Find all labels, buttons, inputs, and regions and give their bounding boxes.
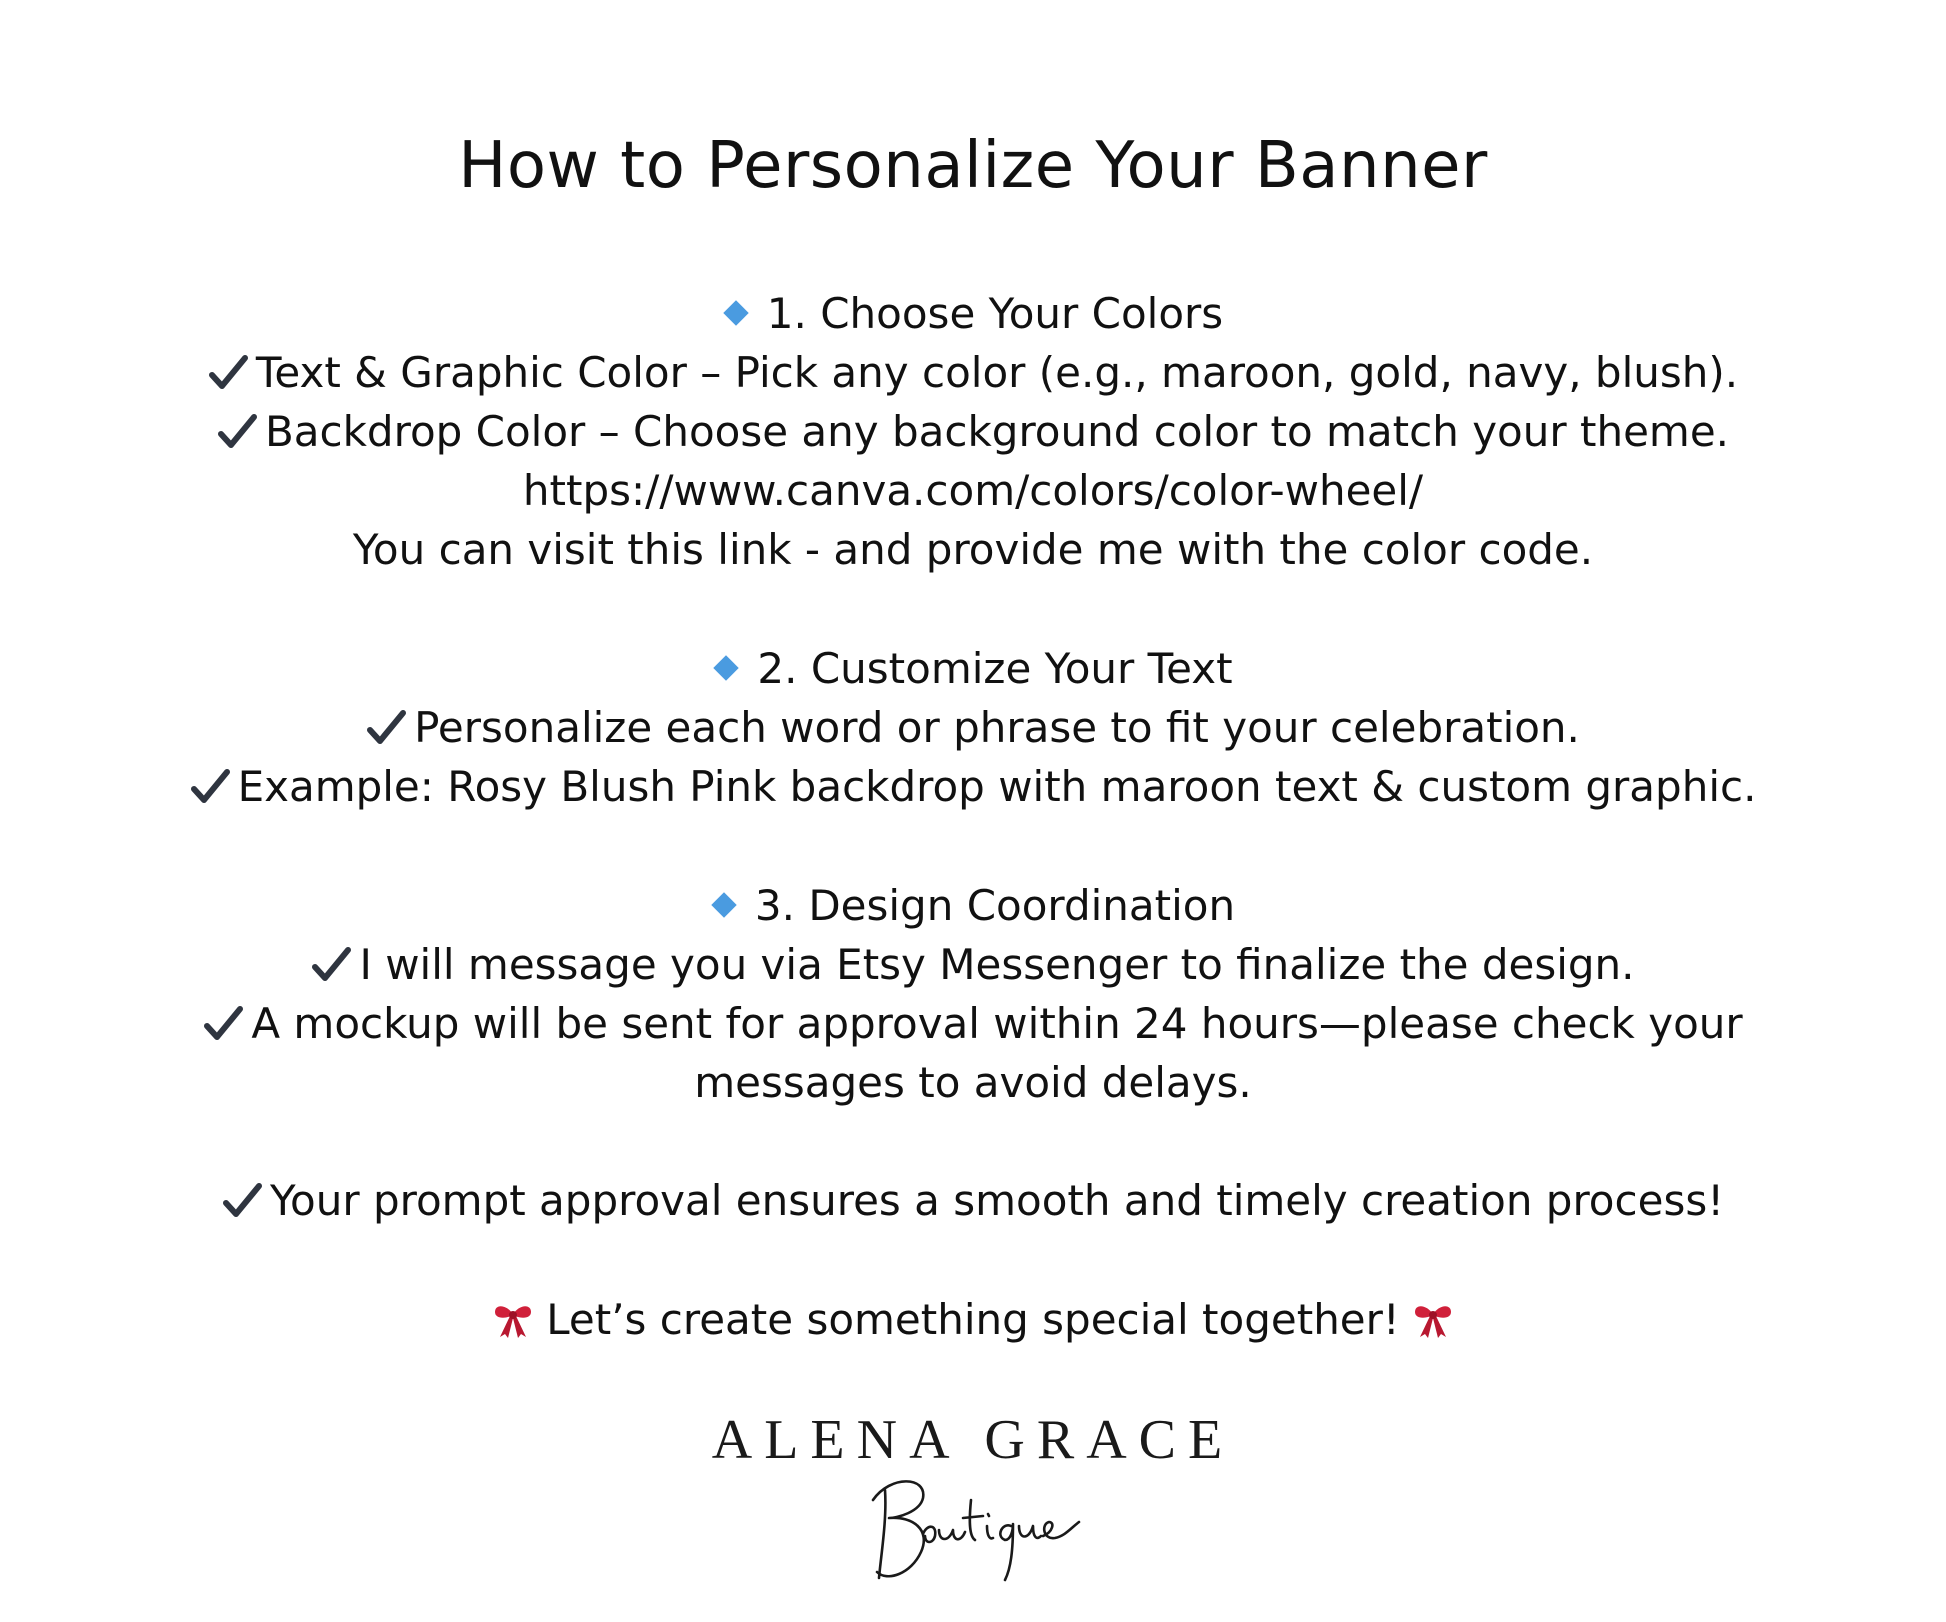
section-1-item-2: Backdrop Color – Choose any background color to match your theme. — [264, 407, 1730, 456]
blue-diamond-icon — [723, 300, 748, 325]
section-3-item-2-row — [0, 996, 1946, 1052]
blue-diamond-icon — [711, 892, 736, 917]
section-1-heading-row — [0, 286, 1946, 342]
blue-diamond-icon — [714, 655, 739, 680]
approval-note-row — [0, 1173, 1946, 1229]
section-2-heading: 2. Customize Your Text — [757, 644, 1233, 693]
section-1-item-1-row — [0, 345, 1946, 401]
section-2-item-1-row — [0, 700, 1946, 756]
section-3-item-2: A mockup will be sent for approval within 24 hours—please check your — [251, 999, 1743, 1048]
check-mark-icon — [203, 1004, 243, 1044]
section-3-heading-row — [0, 878, 1946, 934]
section-2-item-2: Example: Rosy Blush Pink backdrop with maroon text & custom graphic. — [237, 762, 1757, 811]
check-mark-icon — [366, 708, 406, 748]
page-title: How to Personalize Your Banner — [458, 129, 1488, 203]
check-mark-icon — [217, 412, 257, 452]
color-code-note: You can visit this link - and provide me with the color code. — [352, 525, 1594, 574]
boutique-script-logo — [865, 1460, 1095, 1590]
section-2-item-1: Personalize each word or phrase to fit your celebration. — [414, 703, 1580, 752]
section-1-heading: 1. Choose Your Colors — [766, 289, 1224, 338]
closing-row — [0, 1292, 1946, 1348]
section-3-item-1: I will message you via Etsy Messenger to finalize the design. — [359, 940, 1635, 989]
section-1-item-2-row — [0, 404, 1946, 460]
brand-logo-wordmark: ALENA GRACE — [711, 1409, 1235, 1471]
check-mark-icon — [222, 1181, 262, 1221]
section-3-item-1-row — [0, 937, 1946, 993]
approval-note: Your prompt approval ensures a smooth and timely creation process! — [269, 1176, 1725, 1225]
color-wheel-link: https://www.canva.com/colors/color-wheel/ — [522, 466, 1424, 515]
check-mark-icon — [190, 767, 230, 807]
closing-text: Let’s create something special together! — [546, 1295, 1400, 1344]
check-mark-icon — [311, 945, 351, 985]
section-3-continuation: messages to avoid delays. — [694, 1058, 1252, 1107]
section-2-heading-row — [0, 641, 1946, 697]
ribbon-bow-icon — [492, 1300, 534, 1340]
section-2-item-2-row — [0, 759, 1946, 815]
section-3-heading: 3. Design Coordination — [754, 881, 1236, 930]
section-1-item-1: Text & Graphic Color – Pick any color (e.g., maroon, gold, navy, blush). — [255, 348, 1739, 397]
check-mark-icon — [208, 353, 248, 393]
ribbon-bow-icon — [1412, 1300, 1454, 1340]
